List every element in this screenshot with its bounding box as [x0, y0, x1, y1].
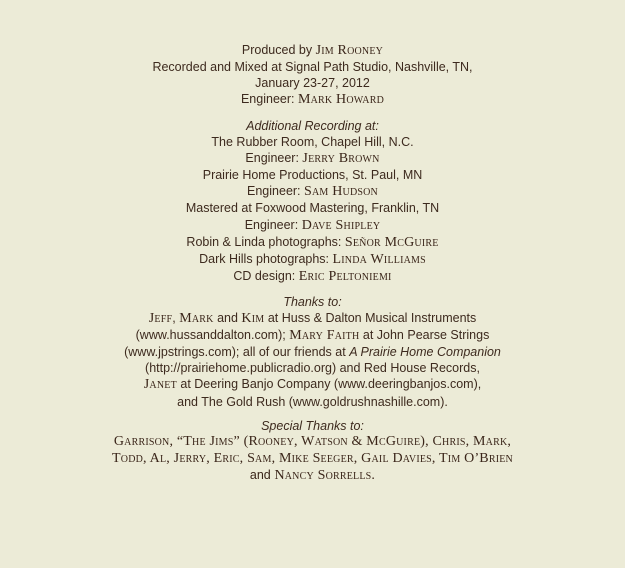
- special-thanks-line-2: Todd, Al, Jerry, Eric, Sam, Mike Seeger, Gail Davies, Tim O’Brien: [112, 450, 513, 466]
- engineer-line-3: [0, 217, 625, 234]
- produced-by-label: Produced by: [241, 43, 313, 57]
- cd-design-label: CD design:: [233, 269, 296, 284]
- thanks-line-3: [0, 344, 625, 360]
- thanks-name-mark: Mark: [179, 311, 214, 327]
- engineer-label-2: Engineer:: [247, 184, 301, 199]
- thanks-hussdalton-url: (www.hussanddalton.com);: [135, 328, 286, 343]
- studio-prairie-home: Prairie Home Productions, St. Paul, MN: [202, 168, 423, 183]
- special-thanks-nancy: Nancy Sorrells.: [274, 467, 376, 483]
- thanks-and: and: [217, 311, 238, 326]
- engineer-name-2: Sam Hudson: [304, 184, 378, 200]
- engineer-name-1: Jerry Brown: [302, 151, 380, 167]
- thanks-name-kim: Kim: [241, 311, 265, 327]
- studio-rubber-room: The Rubber Room, Chapel Hill, N.C.: [211, 135, 414, 150]
- photo-credits: [0, 234, 625, 285]
- thanks-line-2: [0, 327, 625, 344]
- thanks-jpstrings: (www.jpstrings.com); all of our friends at: [124, 345, 346, 360]
- recording-dates: January 23-27, 2012: [255, 76, 370, 91]
- special-thanks-section: [0, 418, 625, 484]
- engineer-line-2: [0, 183, 625, 200]
- special-thanks-line-3: [0, 467, 625, 484]
- mastered-line: Mastered at Foxwood Mastering, Franklin, TN: [185, 201, 440, 216]
- engineer-line-1: [0, 150, 625, 167]
- engineer-line: [0, 91, 625, 108]
- additional-heading: Additional Recording at:: [246, 119, 379, 133]
- cd-designer: Eric Peltoniemi: [298, 269, 392, 285]
- thanks-section: [0, 294, 625, 410]
- thanks-line-6: and The Gold Rush (www.goldrushnashille.com).: [177, 394, 448, 409]
- thanks-heading: Thanks to:: [283, 295, 342, 309]
- special-thanks-and: and: [249, 467, 271, 482]
- thanks-deering: at Deering Banjo Company (www.deeringbanjos.com),: [180, 377, 482, 392]
- thanks-line-5: [0, 376, 625, 393]
- robin-linda-photographer: Señor McGuire: [344, 235, 439, 250]
- dark-hills-photos-line: [0, 251, 625, 268]
- additional-recording: [0, 118, 625, 234]
- engineer-label-1: Engineer:: [245, 151, 299, 166]
- engineer-name: Mark Howard: [297, 92, 385, 108]
- thanks-name-mary-faith: Mary Faith: [289, 328, 360, 344]
- robin-linda-photos-label: Robin & Linda photographs:: [186, 235, 342, 249]
- recorded-line: Recorded and Mixed at Signal Path Studio, Nashville, TN,: [152, 60, 473, 75]
- thanks-name-jeff: Jeff: [148, 311, 173, 327]
- production-credits: [0, 42, 625, 108]
- engineer-label-3: Engineer:: [244, 217, 299, 232]
- cd-design-line: [0, 268, 625, 285]
- robin-linda-photos-line: [0, 234, 625, 251]
- thanks-huss-dalton: at Huss & Dalton Musical Instruments: [267, 311, 477, 326]
- engineer-name-3: Dave Shipley: [301, 217, 381, 233]
- thanks-name-janet: Janet: [143, 377, 177, 393]
- thanks-prairie-home-companion: A Prairie Home Companion: [349, 345, 501, 360]
- produced-by-line: [0, 42, 625, 59]
- special-thanks-line-1: Garrison, “The Jims” (Rooney, Watson & McGuire), Chris, Mark,: [113, 434, 512, 450]
- thanks-comma: ,: [172, 311, 176, 326]
- engineer-label: Engineer:: [240, 92, 295, 107]
- thanks-line-4: (http://prairiehome.publicradio.org) and Red House Records,: [145, 361, 480, 376]
- thanks-line-1: [0, 310, 625, 327]
- dark-hills-photographer: Linda Williams: [332, 252, 426, 268]
- special-thanks-heading: Special Thanks to:: [261, 419, 364, 433]
- producer-name: Jim Rooney: [315, 43, 384, 58]
- dark-hills-photos-label: Dark Hills photographs:: [199, 252, 330, 267]
- thanks-john-pearse: at John Pearse Strings: [362, 328, 490, 343]
